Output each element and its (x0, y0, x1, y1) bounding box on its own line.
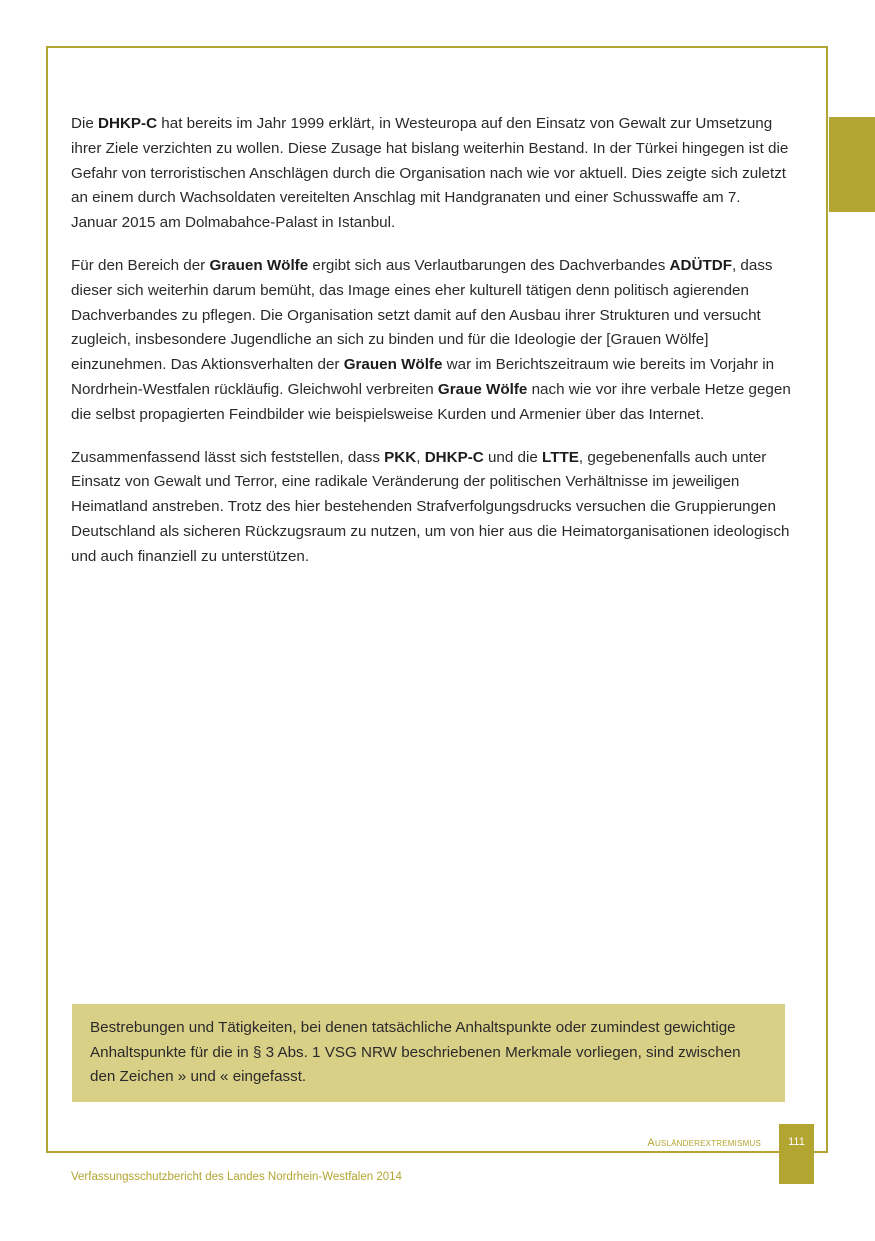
text-run: , dass dieser sich weiterhin darum bemüht, das Image eines eher kulturell tätigen denn politisch agierenden Dachverbandes zu pflegen. Die Organisation setzt damit auf den Ausbau ihrer Strukturen und versucht zugleich, insbesondere Jugendliche an sich zu binden und für die Ideologie der [Grauen Wölfe] einzunehmen. Das Aktionsverhalten der (71, 256, 773, 374)
text-run: nach wie vor ihre verbale Hetze gegen die selbst propagierten Feindbilder wie beispielsweise Kurden und Armenier über das Internet. (71, 380, 791, 423)
bold-term: PKK (384, 448, 417, 466)
paragraph-3 (71, 446, 791, 570)
bold-term: Graue Wölfe (437, 380, 528, 398)
legend-note-box (72, 1004, 785, 1102)
text-run: , (416, 448, 425, 466)
text-run: hat bereits im Jahr 1999 erklärt, in Westeuropa auf den Einsatz von Gewalt zur Umsetzung ihrer Ziele verzichten zu wollen. Diese Zusage hat bislang weiterhin Bestand. In der Türkei hingegen ist die Gefahr von terroristischen Anschlägen durch die Organisation nach wie vor aktuell. Dies zeigte sich zuletzt an einem durch Wachsoldaten vereitelten Anschlag mit Handgranaten und einer Schusswaffe am 7. Januar 2015 am Dolmabahce-Palast in Istanbul. (71, 115, 789, 232)
bold-term: Grauen Wölfe (209, 256, 309, 274)
text-run: Zusammenfassend lässt sich feststellen, dass (71, 448, 385, 466)
text-run: Für den Bereich der (71, 256, 210, 274)
paragraph-2 (71, 254, 791, 428)
section-label: Ausländerextremismus (647, 1137, 761, 1149)
legend-note-text: Bestrebungen und Tätigkeiten, bei denen tatsächliche Anhaltspunkte oder zumindest gewichtige Anhaltspunkte für die in § 3 Abs. 1 VSG NRW beschriebenen Merkmale vorliegen, sind zwischen den Zeichen » und « eingefasst. (90, 1019, 741, 1085)
bold-term: DHKP-C (424, 448, 484, 466)
main-text (71, 112, 791, 588)
chapter-tab-marker (829, 117, 875, 212)
bold-term: ADÜTDF (669, 256, 732, 274)
bold-term: Grauen Wölfe (343, 356, 443, 374)
paragraph-1 (71, 112, 791, 236)
bold-term: DHKP-C (98, 115, 158, 132)
text-run: ergibt sich aus Verlautbarungen des Dachverbandes (308, 256, 670, 274)
page-number: 111 (788, 1136, 805, 1148)
text-run: Die (71, 115, 99, 132)
footer-title: Verfassungsschutzbericht des Landes Nordrhein-Westfalen 2014 (71, 1171, 402, 1183)
bold-term: LTTE (542, 448, 579, 466)
text-run: und die (483, 448, 543, 466)
page-number-box (779, 1124, 814, 1184)
text-run: war im Berichtszeitraum wie bereits im Vorjahr in Nordrhein-Westfalen rückläufig. Gleichwohl verbreiten (71, 356, 775, 398)
text-run: , gegebenenfalls auch unter Einsatz von Gewalt und Terror, eine radikale Veränderung der politischen Verhältnisse im jeweiligen Heimatland anstreben. Trotz des hier bestehenden Strafverfolgungsdrucks versuchen die Gruppierungen Deutschland als sicheren Rückzugsraum zu nutzen, um von hier aus die Heimatorganisationen ideologisch und auch finanziell zu unterstützen. (71, 448, 790, 565)
